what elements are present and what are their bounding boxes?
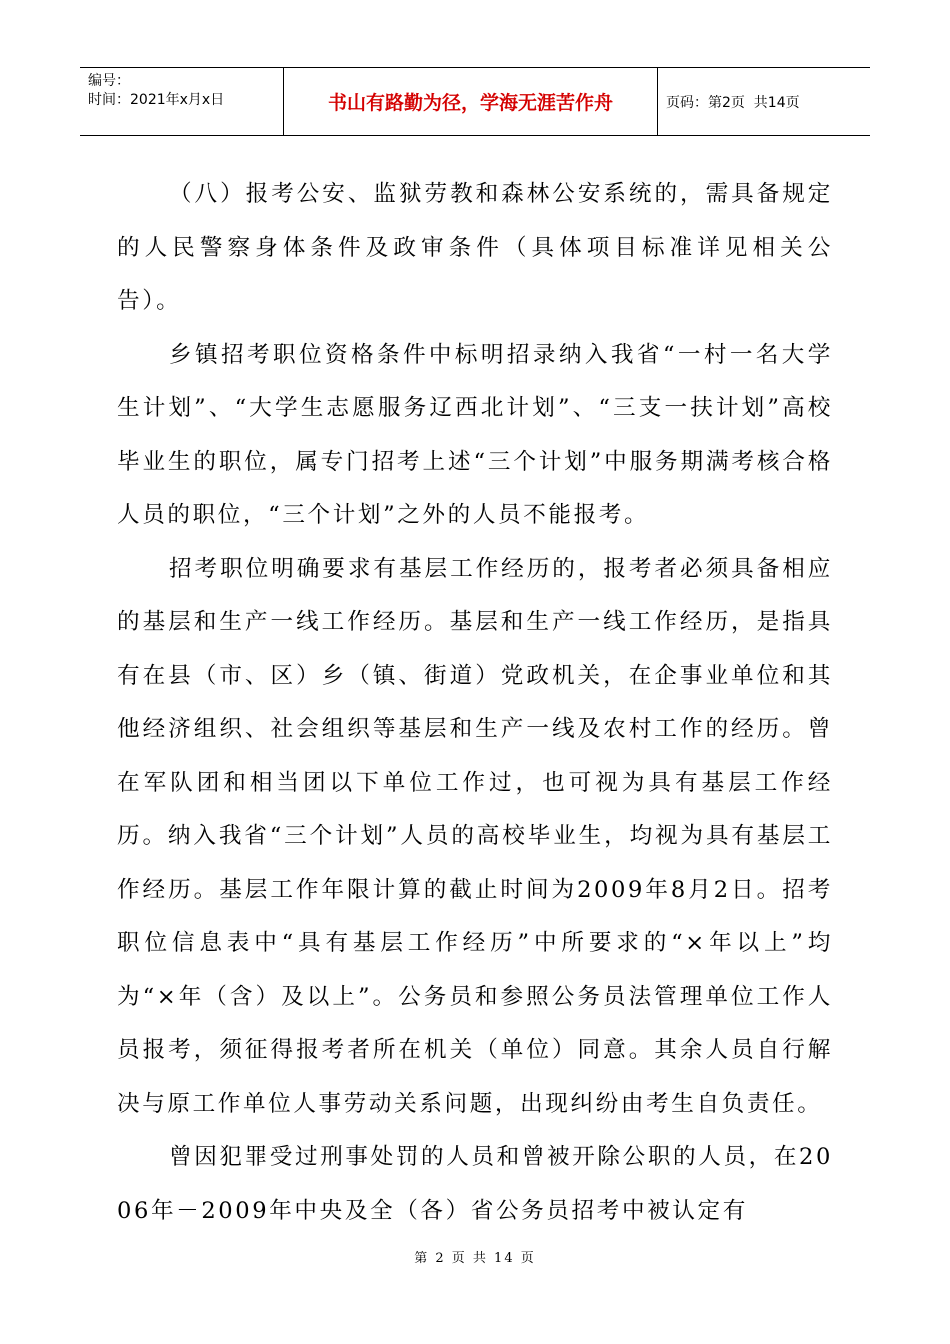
page-header	[80, 67, 870, 136]
document-body	[117, 168, 833, 1238]
header-page-info	[658, 68, 870, 135]
paragraph-3: 招考职位明确要求有基层工作经历的，报考者必须具备相应的基层和生产一线工作经历。基层和生产一线工作经历，是指具有在县（市、区）乡（镇、街道）党政机关，在企事业单位和其他经济组织、社会组织等基层和生产一线及农村工作的经历。曾在军队团和相当团以下单位工作过，也可视为具有基层工作经历。纳入我省“三个计划”人员的高校毕业生，均视为具有基层工作经历。基层工作年限计算的截止时间为2009年8月2日。招考职位信息表中“具有基层工作经历”中所要求的“×年以上”均为“×年（含）及以上”。公务员和参照公务员法管理单位工作人员报考，须征得报考者所在机关（单位）同意。其余人员自行解决与原工作单位人事劳动关系问题，出现纠纷由考生自负责任。	[117, 555, 833, 1117]
paragraph-1: （八）报考公安、监狱劳教和森林公安系统的，需具备规定的人民警察身体条件及政审条件（具体项目标准详见相关公告）。	[117, 181, 833, 314]
page-footer	[0, 1247, 950, 1266]
date-label: 时间：2021年x月x日	[88, 92, 225, 108]
paragraph-4: 曾因犯罪受过刑事处罚的人员和曾被开除公职的人员，在2006年－2009年中央及全（各）省公务员招考中被认定有	[117, 1144, 833, 1224]
footer-page-number: 第 2 页 共 14 页	[414, 1251, 536, 1266]
paragraph-2: 乡镇招考职位资格条件中标明招录纳入我省“一村一名大学生计划”、“大学生志愿服务辽西北计划”、“三支一扶计划”高校毕业生的职位，属专门招考上述“三个计划”中服务期满考核合格人员的职位，“三个计划”之外的人员不能报考。	[117, 341, 833, 528]
header-motto	[284, 68, 658, 135]
motto-text: 书山有路勤为径，学海无涯苦作舟	[327, 92, 613, 114]
page-label: 页码：第2页 共14页	[666, 94, 800, 111]
header-meta	[80, 68, 284, 135]
number-label: 编号：	[88, 73, 130, 89]
